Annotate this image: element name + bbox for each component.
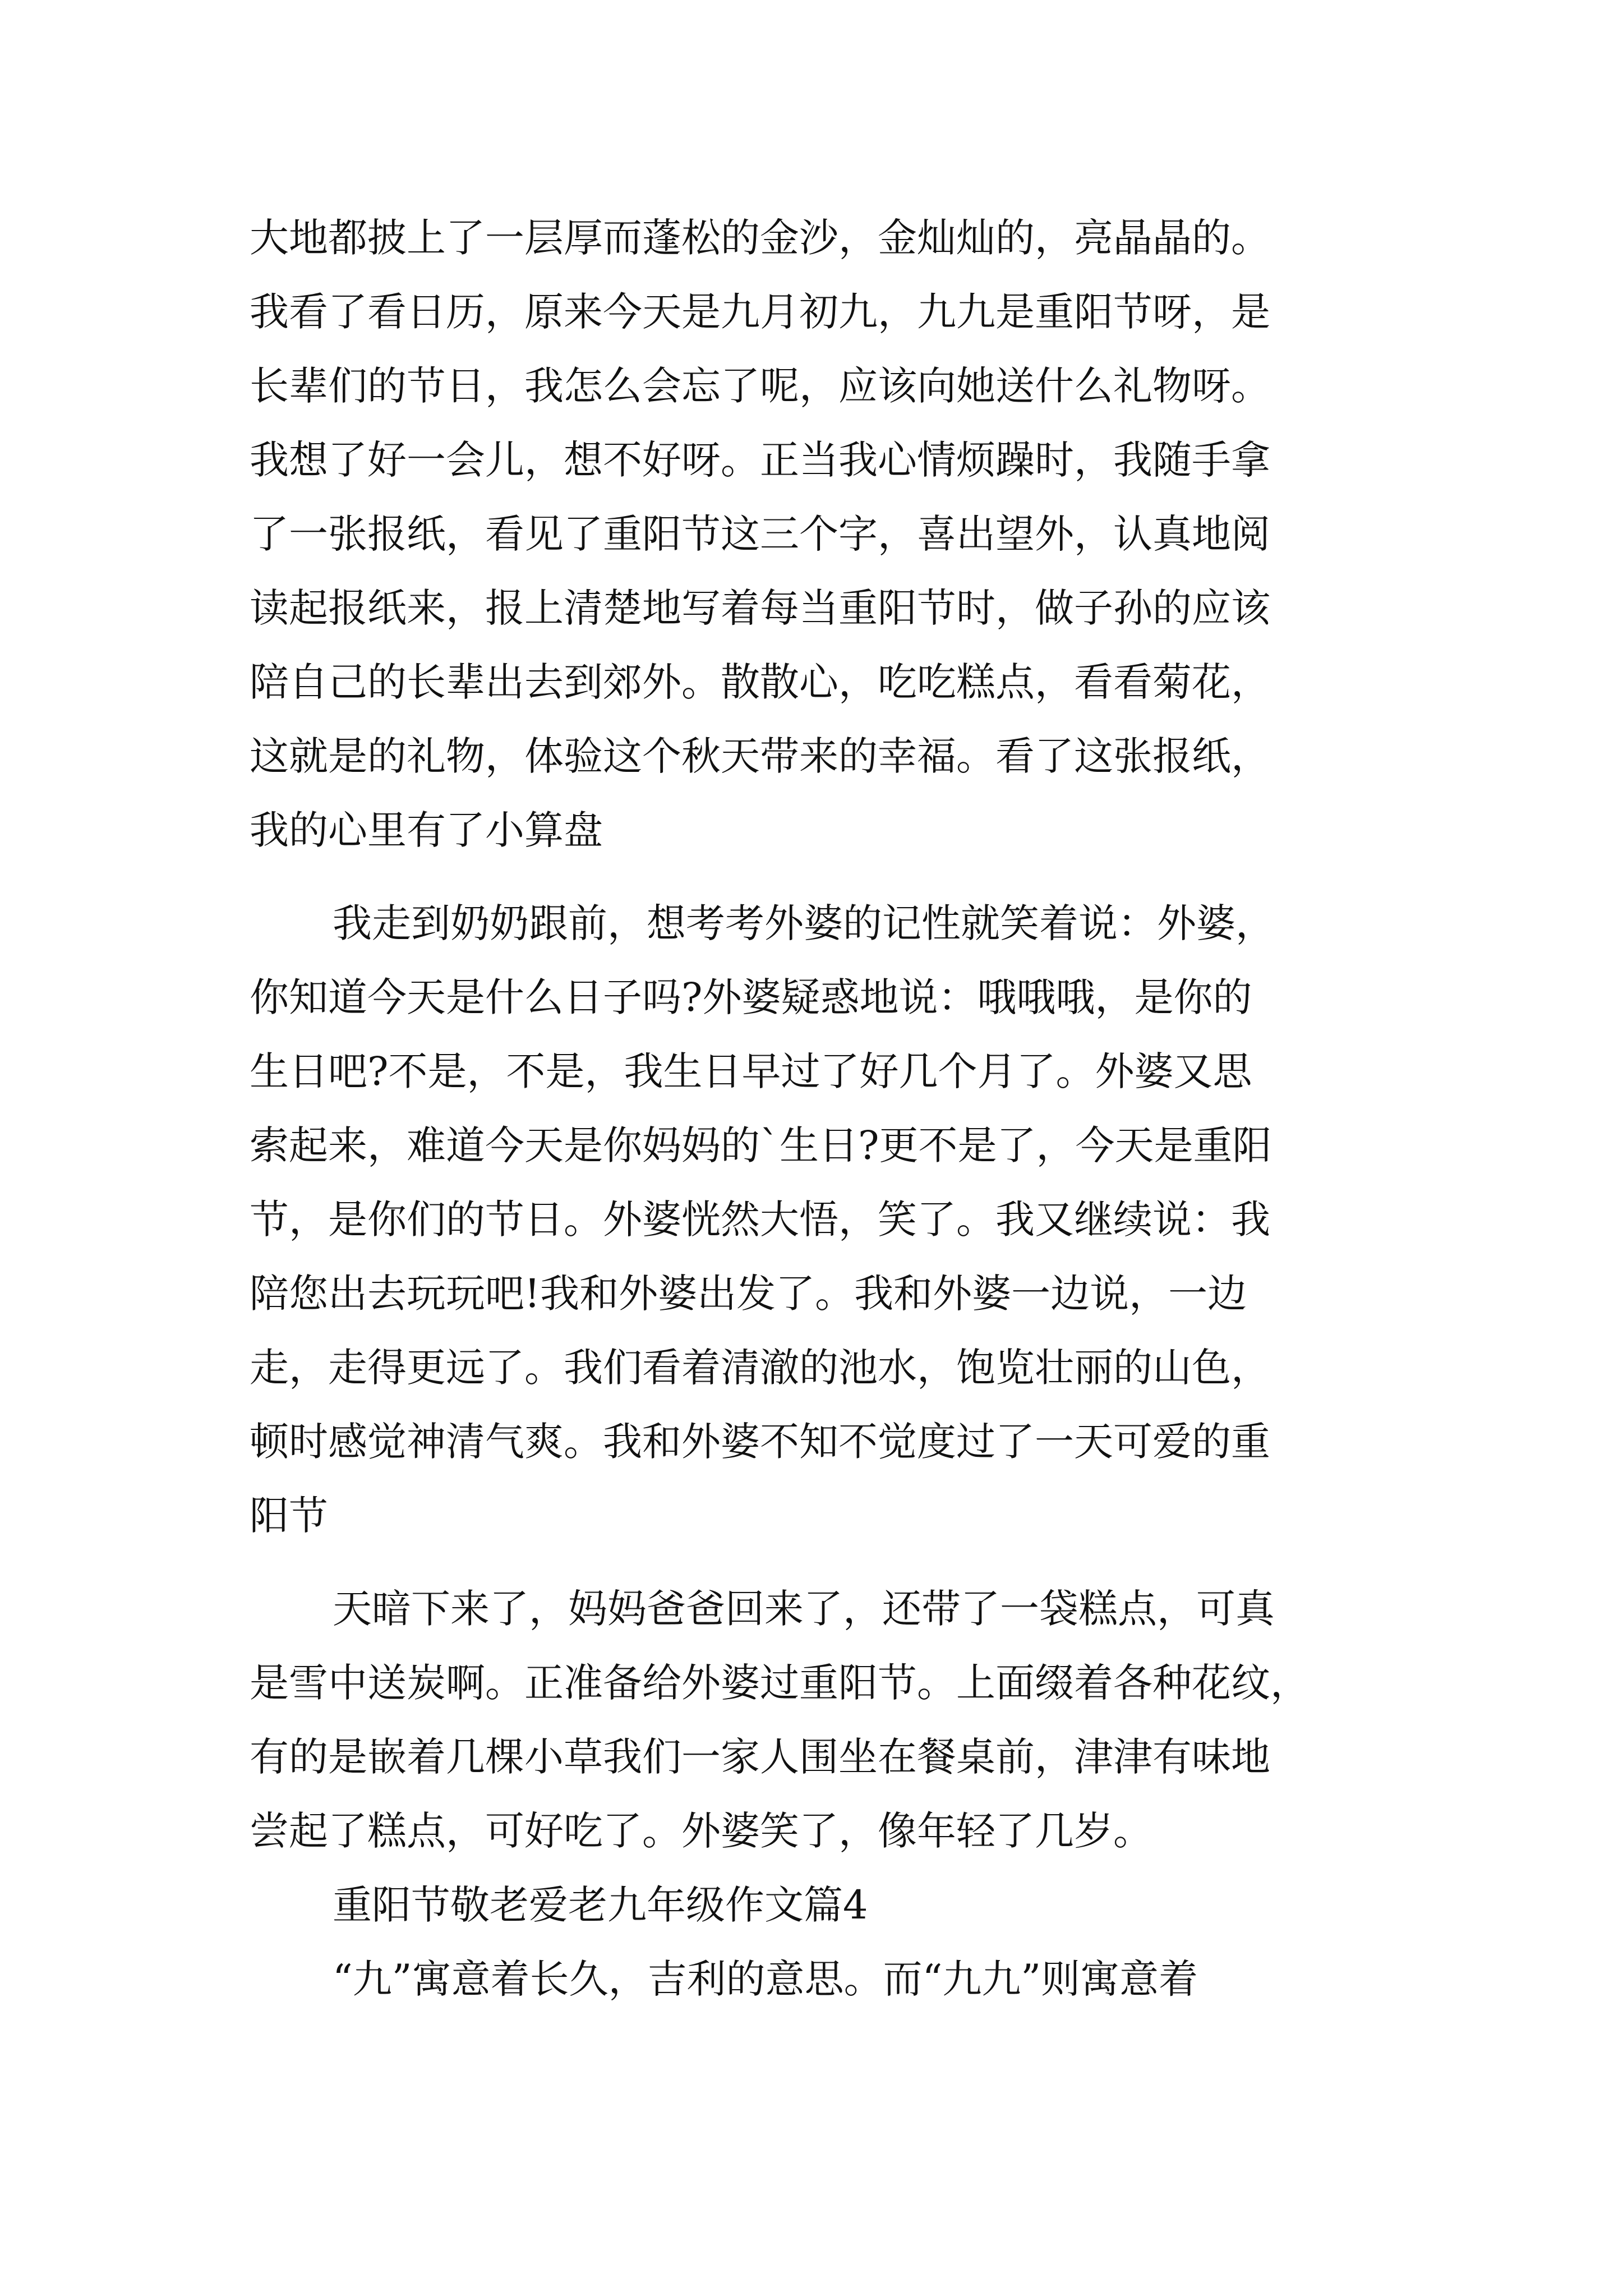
text-line: 尝起了糕点，可好吃了。外婆笑了，像年轻了几岁。 bbox=[250, 1808, 1152, 1854]
text-line: 生日吧?不是，不是，我生日早过了好几个月了。外婆又思 bbox=[250, 1048, 1252, 1094]
text-line: 读起报纸来，报上清楚地写着每当重阳节时，做子孙的应该 bbox=[250, 585, 1270, 631]
paragraph-gap bbox=[250, 1553, 1405, 1572]
section-heading: 重阳节敬老爱老九年级作文篇4 bbox=[333, 1882, 868, 1928]
text-line: 你知道今天是什么日子吗?外婆疑惑地说：哦哦哦，是你的 bbox=[250, 974, 1252, 1020]
text-line: 走，走得更远了。我们看着清澈的池水，饱览壮丽的山色， bbox=[250, 1345, 1270, 1391]
text-line: 节，是你们的节日。外婆恍然大悟，笑了。我又继续说：我 bbox=[250, 1197, 1270, 1243]
essay-body bbox=[250, 201, 1405, 2016]
text-line: 陪您出去玩玩吧!我和外婆出发了。我和外婆一边说，一边 bbox=[250, 1271, 1247, 1317]
text-line: 陪自己的长辈出去到郊外。散散心，吃吃糕点，看看菊花， bbox=[250, 659, 1270, 705]
text-line: 我的心里有了小算盘 bbox=[250, 807, 603, 853]
text-line: 天暗下来了，妈妈爸爸回来了，还带了一袋糕点，可真 bbox=[333, 1586, 1275, 1632]
text-line: 了一张报纸，看见了重阳节这三个字，喜出望外，认真地阅 bbox=[250, 511, 1270, 557]
text-line: “九”寓意着长久，吉利的意思。而“九九”则寓意着 bbox=[333, 1956, 1198, 2002]
text-line: 是雪中送炭啊。正准备给外婆过重阳节。上面缀着各种花纹， bbox=[250, 1660, 1310, 1706]
text-line: 我走到奶奶跟前，想考考外婆的记性就笑着说：外婆， bbox=[333, 900, 1275, 946]
text-line: 大地都披上了一层厚而蓬松的金沙，金灿灿的，亮晶晶的。 bbox=[250, 215, 1270, 261]
text-line: 我想了好一会儿，想不好呀。正当我心情烦躁时，我随手拿 bbox=[250, 437, 1270, 483]
text-line: 索起来，难道今天是你妈妈的`生日?更不是了，今天是重阳 bbox=[250, 1122, 1272, 1168]
text-line: 阳节 bbox=[250, 1493, 328, 1539]
paragraph-4 bbox=[250, 1942, 1405, 2016]
paragraph-2 bbox=[250, 886, 1405, 1553]
text-line: 我看了看日历，原来今天是九月初九，九九是重阳节呀，是 bbox=[250, 289, 1270, 335]
text-line: 顿时感觉神清气爽。我和外婆不知不觉度过了一天可爱的重 bbox=[250, 1419, 1270, 1465]
text-line: 这就是的礼物，体验这个秋天带来的幸福。看了这张报纸， bbox=[250, 733, 1270, 779]
text-line: 有的是嵌着几棵小草我们一家人围坐在餐桌前，津津有味地 bbox=[250, 1734, 1270, 1780]
paragraph-gap bbox=[250, 867, 1405, 886]
paragraph-1 bbox=[250, 201, 1405, 867]
text-line: 长辈们的节日，我怎么会忘了呢，应该向她送什么礼物呀。 bbox=[250, 363, 1270, 409]
paragraph-3 bbox=[250, 1572, 1405, 1868]
